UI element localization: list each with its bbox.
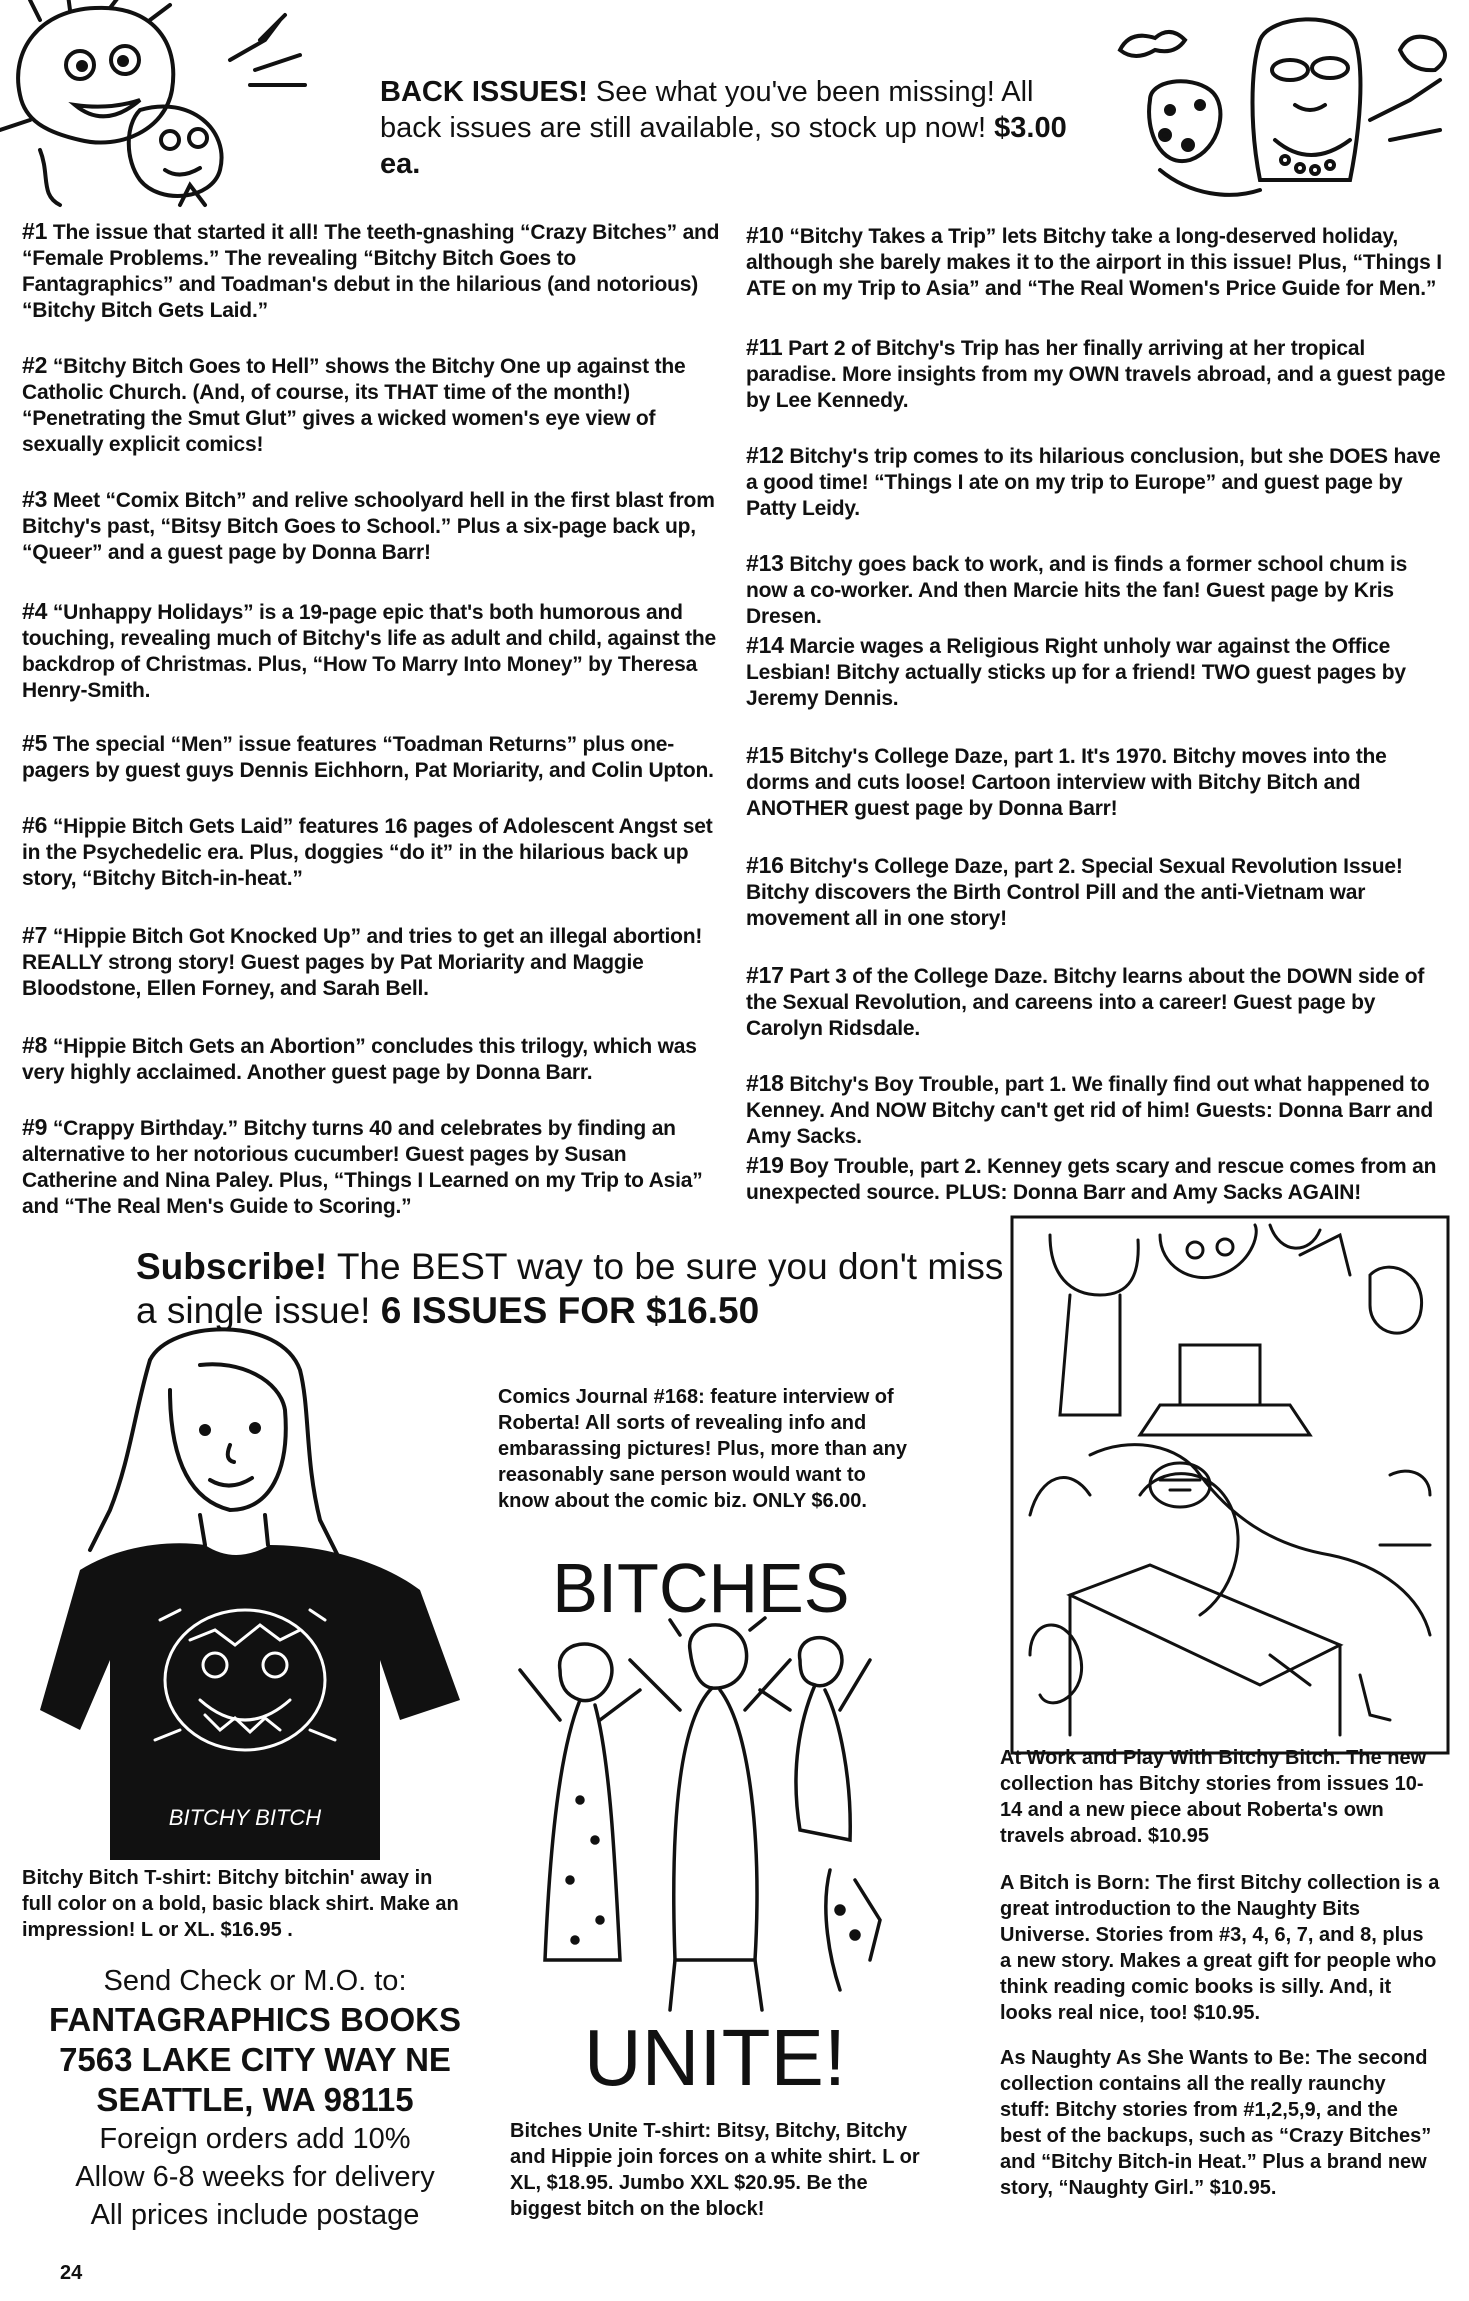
issue-number: #4	[22, 598, 48, 624]
tshirt-description: Bitchy bitchin' away in full color on a bold, basic black shirt. Make an impression! L or XL. $16.95 .	[22, 1867, 459, 1941]
issue-description: “Hippie Bitch Gets Laid” features 16 pages of Adolescent Angst set in the Psychedelic era. Plus, doggies “do it” in the hilarious back up story, “Bitchy Bitch-in-heat.”	[22, 815, 713, 890]
issue-4	[22, 598, 722, 704]
issue-3	[22, 486, 722, 566]
issue-description: “Bitchy Takes a Trip” lets Bitchy take a long-deserved holiday, although she barely makes it to the airport in this issue! Plus, “Things I ATE on my Trip to Asia” and “The Real Women's Price Guide for Men.”	[746, 225, 1442, 300]
issue-description: Boy Trouble, part 2. Kenney gets scary and rescue comes from an unexpected source. PLUS: Donna Barr and Amy Sacks AGAIN!	[746, 1155, 1437, 1204]
issue-12	[746, 442, 1446, 522]
issue-19	[746, 1152, 1446, 1206]
book-description: The second collection contains all the really raunchy stuff: Bitchy stories from #1,2,5,9, and the best of the backups, such as “Crazy Bitches” and “Bitchy Bitch-in Heat.” Plus a brand new story, “Naughty Girl.” $10.95.	[1000, 2047, 1432, 2199]
back-issues-header	[380, 74, 1070, 182]
issue-number: #9	[22, 1114, 48, 1140]
issue-description: Bitchy's Boy Trouble, part 1. We finally find out what happened to Kenney. And NOW Bitchy can't get rid of him! Guests: Donna Barr and Amy Sacks.	[746, 1073, 1433, 1148]
book-a-bitch-is-born	[1000, 1870, 1440, 2026]
issue-6	[22, 812, 722, 892]
issue-description: Bitchy's College Daze, part 1. It's 1970. Bitchy moves into the dorms and cuts loose! Cartoon interview with Bitchy Bitch and ANOTHER guest page by Donna Barr!	[746, 745, 1387, 820]
issue-description: “Hippie Bitch Got Knocked Up” and tries to get an illegal abortion! REALLY strong story! Guest pages by Pat Moriarity and Maggie Bloodstone, Ellen Forney, and Sarah Bell.	[22, 925, 703, 1000]
subscribe-lead: Subscribe!	[136, 1246, 328, 1287]
back-issues-title: BACK ISSUES!	[380, 76, 588, 108]
order-postage: All prices include postage	[90, 2199, 420, 2231]
tshirt-caption	[22, 1865, 462, 1943]
issue-description: Part 2 of Bitchy's Trip has her finally arriving at her tropical paradise. More insights from my OWN travels abroad, and a guest page by Lee Kennedy.	[746, 337, 1446, 412]
issue-15	[746, 742, 1446, 822]
book-description: The first Bitchy collection is a great introduction to the Naughty Bits Universe. Stories from #3, 4, 6, 7, and 8, plus a new story. Makes a great gift for people who think reading comic books is silly. And, it looks real nice, too! $10.95.	[1000, 1872, 1440, 2024]
issue-number: #11	[746, 334, 783, 360]
back-issues-price: $3.00 ea.	[380, 112, 1067, 180]
issue-description: “Crappy Birthday.” Bitchy turns 40 and celebrates by finding an alternative to her notorious cucumber! Guest pages by Susan Catherine and Nina Paley. Plus, “Things I Learned on my Trip to Asia” and “The Real Men's Guide to Scoring.”	[22, 1117, 703, 1218]
issue-16	[746, 852, 1446, 932]
issue-10	[746, 222, 1446, 302]
issue-5	[22, 730, 722, 784]
issue-description: “Unhappy Holidays” is a 19-page epic that's both humorous and touching, revealing much of Bitchy's life as adult and child, against the backdrop of Christmas. Plus, “How To Marry Into Money” by Theresa Henry-Smith.	[22, 601, 717, 702]
bitches-unite-tshirt-caption: Bitches Unite T-shirt: Bitsy, Bitchy, Bitchy and Hippie join forces on a white shirt. L or XL, $18.95. Jumbo XXL $20.95. Be the biggest bitch on the block!	[510, 2120, 920, 2220]
issue-number: #6	[22, 812, 48, 838]
unite-title: UNITE!	[583, 2013, 847, 2100]
issue-number: #13	[746, 550, 784, 576]
issue-description: Bitchy's College Daze, part 2. Special Sexual Revolution Issue! Bitchy discovers the Birth Control Pill and the anti-Vietnam war movement all in one story!	[746, 855, 1403, 930]
issue-description: Part 3 of the College Daze. Bitchy learns about the DOWN side of the Sexual Revolution, and careens into a career! Guest page by Carolyn Ridsdale.	[746, 965, 1425, 1040]
issue-description: The special “Men” issue features “Toadman Returns” plus one-pagers by guest guys Dennis Eichhorn, Pat Moriarity, and Colin Upton.	[22, 733, 714, 782]
issue-8	[22, 1032, 722, 1086]
order-city: SEATTLE, WA 98115	[96, 2081, 414, 2118]
subscribe-offer: 6 ISSUES FOR $16.50	[380, 1290, 760, 1331]
issue-9	[22, 1114, 722, 1220]
issue-description: “Bitchy Bitch Goes to Hell” shows the Bitchy One up against the Catholic Church. (And, of course, its THAT time of the month!) “Penetrating the Smut Glut” gives a wicked women's eye view of sexually explicit comics!	[22, 355, 686, 456]
page-number: 24	[60, 2262, 83, 2284]
issue-number: #3	[22, 486, 48, 512]
issue-number: #12	[746, 442, 784, 468]
issue-18	[746, 1070, 1446, 1150]
book-as-naughty-as-she-wants	[1000, 2045, 1440, 2201]
issue-description: “Hippie Bitch Gets an Abortion” concludes this trilogy, which was very highly acclaimed. Another guest page by Donna Barr.	[22, 1035, 697, 1084]
at-work-and-play-cover-art	[1010, 1215, 1450, 1755]
issue-11	[746, 334, 1446, 414]
back-issues-text: See what you've been missing! All back issues are still available, so stock up now!	[380, 76, 1034, 144]
issue-number: #5	[22, 730, 48, 756]
book-at-work-and-play	[1000, 1745, 1440, 1849]
issue-17	[746, 962, 1446, 1042]
issue-number: #10	[746, 222, 784, 248]
comics-journal-blurb: Comics Journal #168: feature interview of Roberta! All sorts of revealing info and embarassing pictures! Plus, more than any reasonably sane person would want to know about the comic biz. ONLY $6.00.	[498, 1386, 908, 1512]
bitchy-doodle-left	[0, 0, 330, 210]
issue-description: Bitchy's trip comes to its hilarious conclusion, but she DOES have a good time! “Things I ate on my trip to Europe” and guest page by Patty Leidy.	[746, 445, 1441, 520]
issue-number: #14	[746, 632, 784, 658]
hippie-dog-doodle-right	[1110, 10, 1469, 225]
order-foreign: Foreign orders add 10%	[99, 2123, 411, 2155]
issue-number: #7	[22, 922, 48, 948]
issue-7	[22, 922, 722, 1002]
issue-14	[746, 632, 1446, 712]
issue-number: #16	[746, 852, 784, 878]
tshirt-label: Bitchy Bitch T-shirt:	[22, 1867, 213, 1889]
issue-number: #2	[22, 352, 48, 378]
order-street: 7563 LAKE CITY WAY NE	[59, 2041, 451, 2078]
tshirt-model-illustration	[40, 1320, 480, 1860]
issue-number: #8	[22, 1032, 48, 1058]
issue-13	[746, 550, 1446, 630]
bitches-unite-illustration	[500, 1540, 930, 2100]
issue-number: #18	[746, 1070, 784, 1096]
issue-number: #17	[746, 962, 784, 988]
book-description: The new collection has Bitchy stories from issues 10-14 and a new piece about Roberta's own travels abroad. $10.95	[1000, 1747, 1427, 1847]
book-title: As Naughty As She Wants to Be:	[1000, 2047, 1311, 2069]
issue-description: Meet “Comix Bitch” and relive schoolyard hell in the first blast from Bitchy's past, “Bitsy Bitch Goes to School.” Plus a six-page back up, “Queer” and a guest page by Donna Barr!	[22, 489, 715, 564]
book-title: A Bitch is Born:	[1000, 1872, 1151, 1894]
issue-2	[22, 352, 722, 458]
subscribe-text: The BEST way to be sure you don't miss a single issue!	[136, 1246, 1004, 1331]
order-delivery: Allow 6-8 weeks for delivery	[75, 2161, 435, 2193]
order-company: FANTAGRAPHICS BOOKS	[49, 2001, 461, 2038]
issue-description: Marcie wages a Religious Right unholy war against the Office Lesbian! Bitchy actually sticks up for a friend! TWO guest pages by Jeremy Dennis.	[746, 635, 1406, 710]
bitches-title: BITCHES	[552, 1548, 850, 1628]
issue-number: #1	[22, 218, 48, 244]
issue-number: #19	[746, 1152, 784, 1178]
order-send-line: Send Check or M.O. to:	[103, 1965, 407, 1997]
book-title: At Work and Play With Bitchy Bitch.	[1000, 1747, 1341, 1769]
issue-number: #15	[746, 742, 784, 768]
issue-description: The issue that started it all! The teeth-gnashing “Crazy Bitches” and “Female Problems.” The revealing “Bitchy Bitch Goes to Fantagraphics” and Toadman's debut in the hilarious (and notorious) “Bitchy Bitch Gets Laid.”	[22, 221, 720, 322]
order-address-block	[20, 1962, 490, 2234]
issue-1	[22, 218, 722, 324]
tshirt-shirt-lettering: BITCHY BITCH	[168, 1805, 322, 1830]
issue-description: Bitchy goes back to work, and is finds a former school chum is now a co-worker. And then Marcie hits the fan! Guest page by Kris Dresen.	[746, 553, 1408, 628]
